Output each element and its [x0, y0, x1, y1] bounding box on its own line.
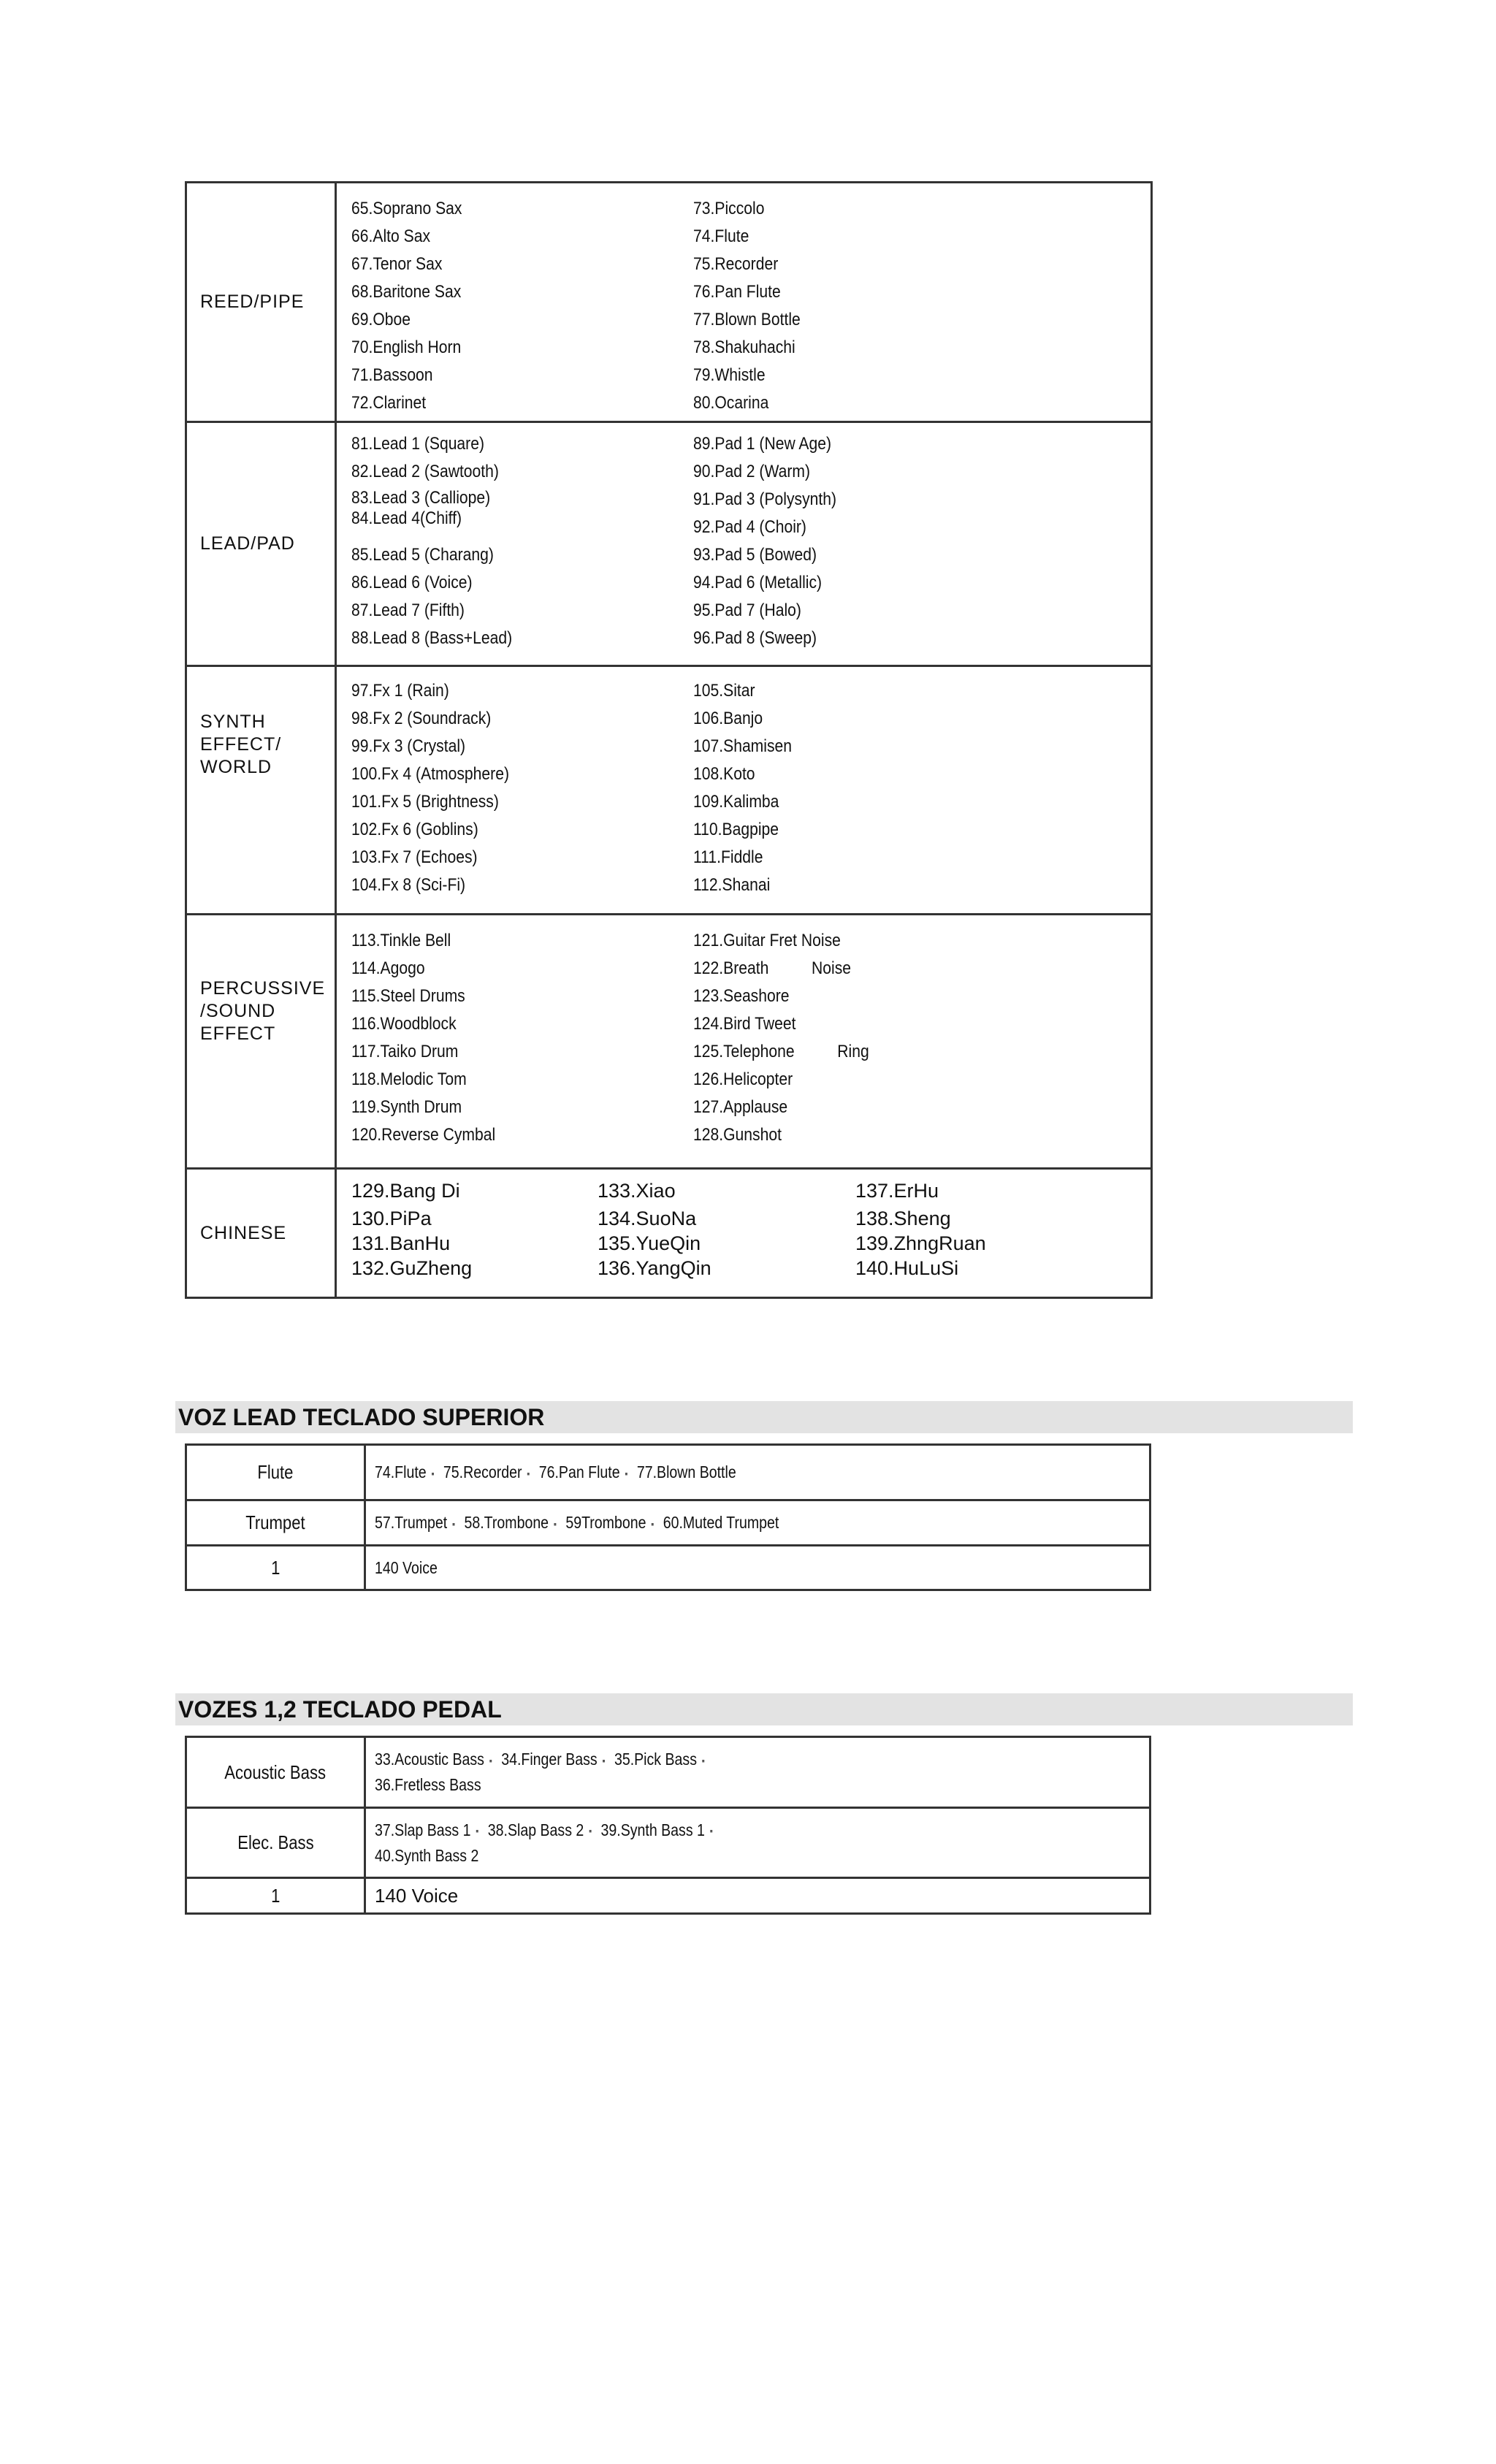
instrument-item: 101.Fx 5 (Brightness) — [351, 792, 499, 812]
instrument-item: 110.Bagpipe — [693, 820, 779, 839]
instrument-item: 79.Whistle — [693, 365, 766, 385]
voice-item: 34.Finger Bass — [501, 1750, 598, 1769]
row-label: Trumpet — [187, 1501, 366, 1544]
column-2 — [693, 195, 815, 417]
separator-glyph: ▪ — [625, 1467, 628, 1479]
instrument-item: 127.Applause — [693, 1097, 788, 1117]
row-label: Acoustic Bass — [187, 1738, 366, 1807]
instrument-item: 140.HuLuSi — [855, 1257, 959, 1279]
instrument-item: 108.Koto — [693, 764, 755, 784]
instrument-table — [185, 181, 1153, 1299]
voice-item: 60.Muted Trumpet — [663, 1513, 779, 1532]
column-2 — [693, 677, 805, 899]
separator-glyph: ▪ — [602, 1754, 606, 1766]
instrument-item: 105.Sitar — [693, 681, 755, 701]
instrument-item: 76.Pan Flute — [693, 282, 781, 302]
instrument-item: 88.Lead 8 (Bass+Lead) — [351, 628, 513, 648]
instrument-item: 125.Telephone Ring — [693, 1042, 869, 1061]
voice-item: 59Trombone — [565, 1513, 646, 1532]
instrument-item: 71.Bassoon — [351, 365, 433, 385]
instrument-item: 129.Bang Di — [351, 1180, 460, 1202]
instrument-item: 137.ErHu — [855, 1180, 939, 1202]
instrument-item: 97.Fx 1 (Rain) — [351, 681, 449, 701]
row-label: Flute — [187, 1446, 366, 1499]
instrument-item: 70.English Horn — [351, 337, 462, 357]
row-content — [366, 1546, 1149, 1589]
instrument-item: 106.Banjo — [693, 709, 763, 728]
separator-glyph: ▪ — [553, 1517, 557, 1530]
instrument-item: 109.Kalimba — [693, 792, 779, 812]
instrument-item: 114.Agogo — [351, 958, 425, 978]
instrument-item: 81.Lead 1 (Square) — [351, 434, 484, 454]
instrument-item: 121.Guitar Fret Noise — [693, 931, 841, 950]
instrument-item: 126.Helicopter — [693, 1069, 793, 1089]
column-1 — [351, 195, 477, 417]
instrument-item: 131.BanHu — [351, 1232, 451, 1254]
separator-glyph: ▪ — [589, 1825, 592, 1837]
instrument-item: 82.Lead 2 (Sawtooth) — [351, 462, 499, 481]
voice-item: 39.Synth Bass 1 — [600, 1820, 705, 1839]
voice-item: 77.Blown Bottle — [636, 1462, 736, 1481]
instrument-item: 103.Fx 7 (Echoes) — [351, 847, 478, 867]
section-chinese — [187, 1170, 1150, 1297]
instrument-item: 80.Ocarina — [693, 393, 769, 413]
table-row — [187, 1879, 1149, 1912]
voice-item: 75.Recorder — [443, 1462, 522, 1481]
lead-voice-table — [185, 1443, 1151, 1591]
instrument-item: 92.Pad 4 (Choir) — [693, 517, 806, 537]
instrument-item: 74.Flute — [693, 226, 749, 246]
voice-item: 35.Pick Bass — [614, 1750, 697, 1769]
separator-glyph: ▪ — [651, 1517, 654, 1530]
table-row — [187, 1546, 1149, 1589]
instrument-item: 112.Shanai — [693, 875, 771, 895]
section-label: PERCUSSIVE /SOUND EFFECT — [187, 915, 337, 1167]
voice-item: 140 Voice — [375, 1557, 438, 1577]
instrument-item: 133.Xiao — [598, 1180, 676, 1202]
instrument-item: 77.Blown Bottle — [693, 310, 801, 329]
instrument-item: 130.PiPa — [351, 1208, 432, 1229]
instrument-item: 99.Fx 3 (Crystal) — [351, 736, 466, 756]
lead-heading: VOZ LEAD TECLADO SUPERIOR — [175, 1401, 1353, 1433]
instrument-item: 115.Steel Drums — [351, 986, 465, 1006]
table-row — [187, 1738, 1149, 1809]
instrument-item: 72.Clarinet — [351, 393, 427, 413]
column-3 — [855, 1177, 986, 1282]
table-row — [187, 1446, 1149, 1501]
instrument-item: 119.Synth Drum — [351, 1097, 462, 1117]
instrument-item: 139.ZhngRuan — [855, 1232, 986, 1254]
separator-glyph: ▪ — [452, 1517, 456, 1530]
instrument-item: 75.Recorder — [693, 254, 779, 274]
column-1 — [351, 430, 534, 652]
voice-item: 76.Pan Flute — [538, 1462, 620, 1481]
voice-item: 37.Slap Bass 1 — [375, 1820, 471, 1839]
section-label: SYNTH EFFECT/ WORLD — [187, 667, 337, 913]
instrument-item: 84.Lead 4(Chiff) — [351, 508, 462, 528]
instrument-item: 98.Fx 2 (Soundrack) — [351, 709, 492, 728]
instrument-item: 93.Pad 5 (Bowed) — [693, 545, 817, 565]
instrument-item: 86.Lead 6 (Voice) — [351, 573, 473, 592]
instrument-item: 134.SuoNa — [598, 1208, 697, 1229]
instrument-item: 83.Lead 3 (Calliope) — [351, 488, 491, 508]
voice-item: 38.Slap Bass 2 — [487, 1820, 584, 1839]
instrument-item: 113.Tinkle Bell — [351, 931, 451, 950]
row-content — [366, 1501, 1149, 1544]
instrument-item: 94.Pad 6 (Metallic) — [693, 573, 823, 592]
section-percussive-sound-effect — [187, 915, 1150, 1170]
instrument-item: 68.Baritone Sax — [351, 282, 462, 302]
column-2 — [693, 430, 856, 652]
instrument-item: 124.Bird Tweet — [693, 1014, 796, 1034]
voice-item: 33.Acoustic Bass — [375, 1750, 484, 1769]
instrument-item: 136.YangQin — [598, 1257, 711, 1279]
row-content — [366, 1738, 1149, 1807]
row-label: 1 — [187, 1879, 366, 1912]
pedal-heading: VOZES 1,2 TECLADO PEDAL — [175, 1693, 1353, 1725]
separator-glyph: ▪ — [489, 1754, 492, 1766]
instrument-item: 128.Gunshot — [693, 1125, 782, 1145]
section-label: LEAD/PAD — [187, 423, 337, 665]
instrument-item: 111.Fiddle — [693, 847, 763, 867]
row-content — [366, 1809, 1149, 1877]
instrument-item: 67.Tenor Sax — [351, 254, 443, 274]
section-label: REED/PIPE — [187, 183, 337, 421]
row-label: Elec. Bass — [187, 1809, 366, 1877]
row-content — [366, 1879, 1149, 1912]
section-synth-effect-world — [187, 667, 1150, 915]
instrument-item: 96.Pad 8 (Sweep) — [693, 628, 817, 648]
table-row — [187, 1501, 1149, 1546]
column-2 — [693, 927, 893, 1149]
instrument-item: 73.Piccolo — [693, 199, 765, 218]
instrument-item: 120.Reverse Cymbal — [351, 1125, 496, 1145]
instrument-item: 91.Pad 3 (Polysynth) — [693, 489, 837, 509]
instrument-item: 123.Seashore — [693, 986, 790, 1006]
instrument-item: 85.Lead 5 (Charang) — [351, 545, 494, 565]
row-label: 1 — [187, 1546, 366, 1589]
separator-glyph: ▪ — [701, 1754, 706, 1766]
instrument-item: 118.Melodic Tom — [351, 1069, 467, 1089]
instrument-item: 104.Fx 8 (Sci-Fi) — [351, 875, 466, 895]
instrument-item: 87.Lead 7 (Fifth) — [351, 600, 465, 620]
column-1 — [351, 677, 530, 899]
separator-glyph: ▪ — [431, 1467, 435, 1479]
section-label: CHINESE — [187, 1170, 337, 1297]
separator-glyph: ▪ — [527, 1467, 530, 1479]
instrument-item: 69.Oboe — [351, 310, 411, 329]
instrument-item: 117.Taiko Drum — [351, 1042, 459, 1061]
instrument-item: 122.Breath Noise — [693, 958, 852, 978]
voice-item: 36.Fretless Bass — [375, 1775, 481, 1794]
instrument-item: 132.GuZheng — [351, 1257, 473, 1279]
voice-item: 57.Trumpet — [375, 1513, 448, 1532]
separator-glyph: ▪ — [476, 1825, 479, 1837]
instrument-item: 135.YueQin — [598, 1232, 701, 1254]
separator-glyph: ▪ — [709, 1825, 713, 1837]
instrument-item: 65.Soprano Sax — [351, 199, 462, 218]
section-lead-pad — [187, 423, 1150, 667]
pedal-voice-table — [185, 1736, 1151, 1915]
instrument-item: 66.Alto Sax — [351, 226, 431, 246]
instrument-item: 138.Sheng — [855, 1208, 951, 1229]
section-reed-pipe — [187, 183, 1150, 423]
voice-item: 140 Voice — [375, 1884, 459, 1907]
instrument-item: 102.Fx 6 (Goblins) — [351, 820, 478, 839]
instrument-item: 107.Shamisen — [693, 736, 793, 756]
row-content — [366, 1446, 1149, 1499]
instrument-item: 95.Pad 7 (Halo) — [693, 600, 801, 620]
column-1 — [351, 927, 515, 1149]
table-row — [187, 1809, 1149, 1879]
instrument-item: 100.Fx 4 (Atmosphere) — [351, 764, 509, 784]
instrument-item: 89.Pad 1 (New Age) — [693, 434, 832, 454]
column-1 — [351, 1177, 472, 1282]
instrument-item: 78.Shakuhachi — [693, 337, 795, 357]
instrument-item: 90.Pad 2 (Warm) — [693, 462, 811, 481]
voice-item: 74.Flute — [375, 1462, 427, 1481]
instrument-item: 116.Woodblock — [351, 1014, 457, 1034]
voice-item: 40.Synth Bass 2 — [375, 1845, 479, 1865]
voice-item: 58.Trombone — [464, 1513, 549, 1532]
column-2 — [598, 1177, 711, 1282]
